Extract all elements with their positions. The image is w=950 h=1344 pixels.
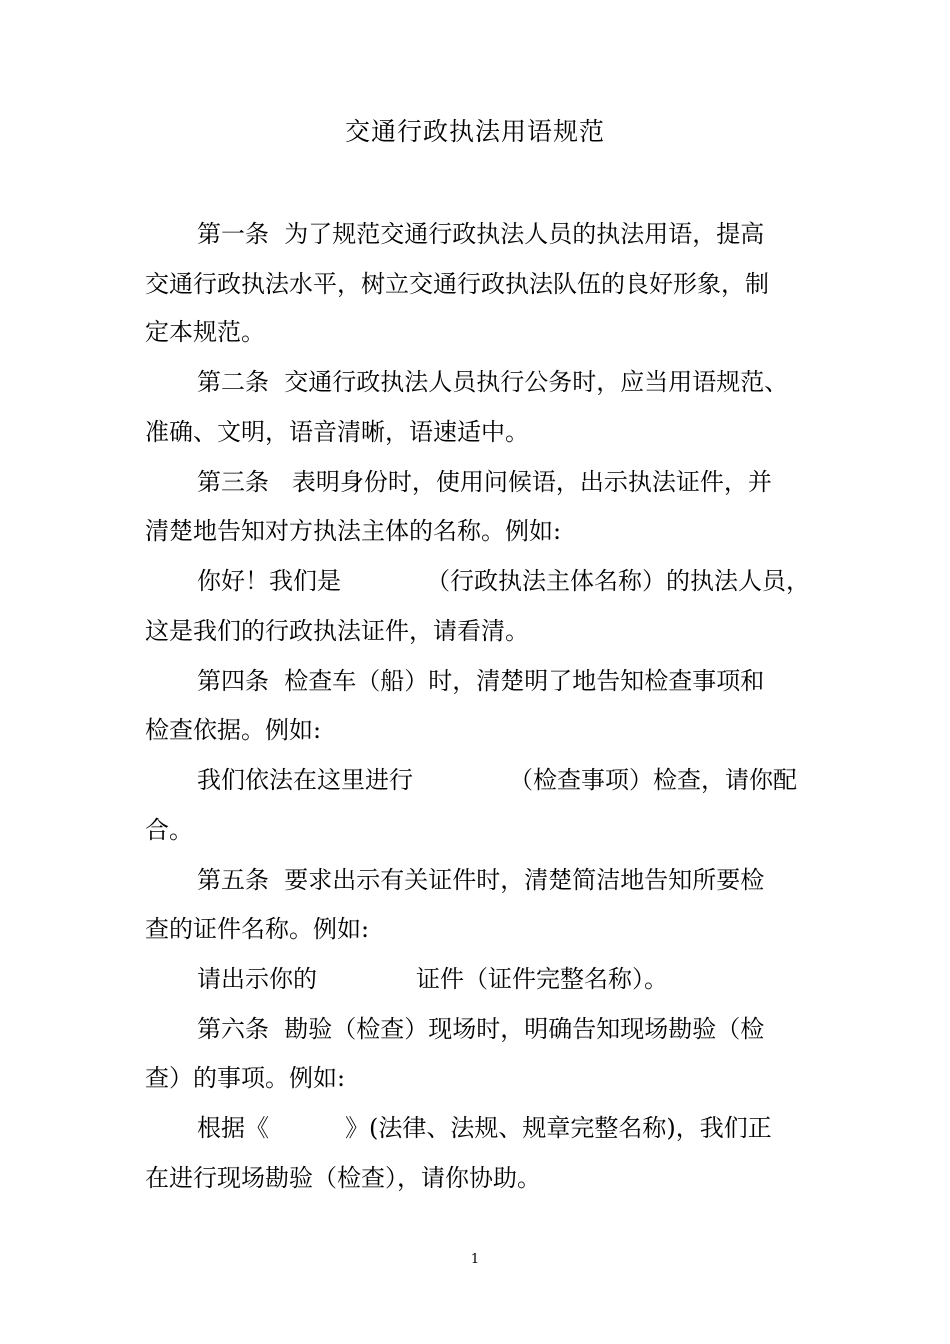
article-2-line-2: 准确、文明，语音清晰，语速适中。 (145, 418, 529, 446)
paragraph-line (0, 1108, 950, 1148)
paragraph-line (0, 611, 950, 651)
article-2-line-1: 第二条 交通行政执法人员执行公务时，应当用语规范、 (197, 368, 789, 396)
paragraph-line (0, 312, 950, 352)
article-1-line-1: 第一条 为了规范交通行政执法人员的执法用语，提高 (197, 220, 765, 248)
example-6-line-2: 在进行现场勘验（检查），请你协助。 (145, 1164, 541, 1192)
example-5-part-1: 请出示你的 (197, 965, 317, 993)
paragraph-line (0, 760, 950, 800)
example-4-part-1: 我们依法在这里进行 (197, 766, 413, 794)
paragraph-line (0, 214, 950, 254)
page-number: 1 (470, 1252, 480, 1267)
paragraph-line (0, 561, 950, 601)
paragraph-line (0, 1158, 950, 1198)
paragraph-line (0, 661, 950, 701)
paragraph-line (0, 909, 950, 949)
article-6-line-2: 查）的事项。例如: (145, 1064, 346, 1092)
article-3-line-1: 第三条 表明身份时，使用问候语，出示执法证件，并 (197, 468, 772, 496)
paragraph-line (0, 264, 950, 304)
example-4-line-2: 合。 (145, 816, 193, 844)
article-1-line-2: 交通行政执法水平，树立交通行政执法队伍的良好形象，制 (145, 270, 769, 298)
example-4-part-2: （检查事项）检查，请你配 (509, 766, 797, 794)
article-5-line-1: 第五条 要求出示有关证件时，清楚简洁地告知所要检 (197, 866, 765, 894)
paragraph-line (0, 412, 950, 452)
example-6-part-2: 》(法律、法规、规章完整名称)，我们正 (345, 1114, 772, 1142)
article-4-line-1: 第四条 检查车（船）时，清楚明了地告知检查事项和 (197, 667, 765, 695)
paragraph-line (0, 462, 950, 502)
article-1-line-3: 定本规范。 (145, 318, 265, 346)
paragraph-line (0, 362, 950, 402)
paragraph-line (0, 710, 950, 750)
paragraph-line (0, 810, 950, 850)
paragraph-line (0, 1009, 950, 1049)
article-4-line-2: 检查依据。例如: (145, 716, 322, 744)
paragraph-line (0, 860, 950, 900)
paragraph-line (0, 959, 950, 999)
example-5-part-2: 证件（证件完整名称）。 (416, 965, 668, 993)
paragraph-line (0, 511, 950, 551)
article-5-line-2: 查的证件名称。例如: (145, 915, 370, 943)
article-6-line-1: 第六条 勘验（检查）现场时，明确告知现场勘验（检 (197, 1015, 765, 1043)
article-3-line-2: 清楚地告知对方执法主体的名称。例如: (145, 517, 562, 545)
example-3-line-2: 这是我们的行政执法证件，请看清。 (145, 617, 529, 645)
example-3-part-2: （行政执法主体名称）的执法人员， (426, 567, 810, 595)
example-3-part-1: 你好！我们是 (197, 567, 341, 595)
paragraph-line (0, 1058, 950, 1098)
document-title: 交通行政执法用语规范 (344, 117, 605, 146)
example-6-part-1: 根据《 (197, 1114, 269, 1142)
